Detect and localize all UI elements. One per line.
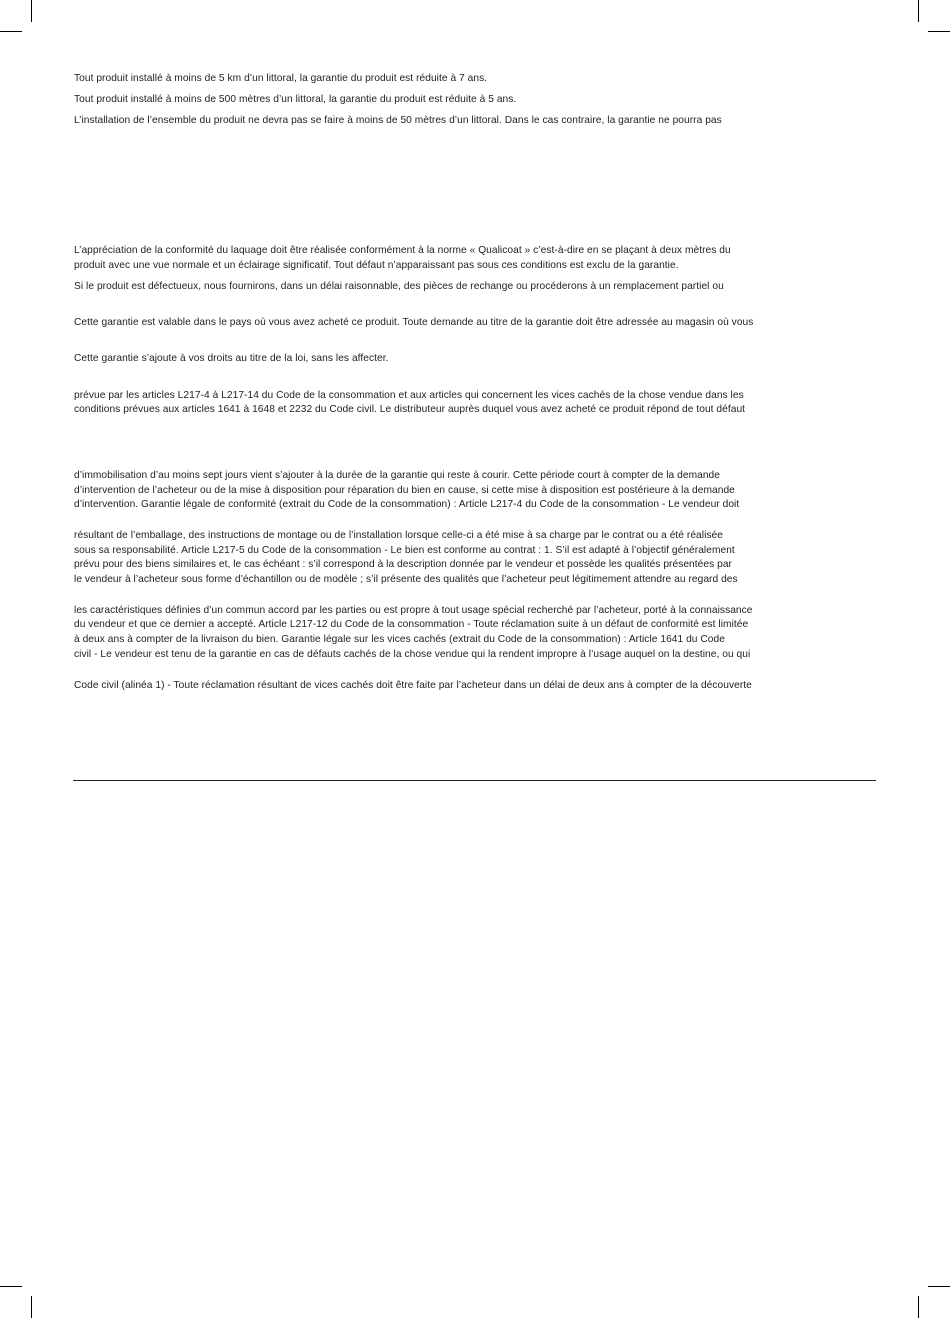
text-line: Tout produit installé à moins de 500 mètres d’un littoral, la garantie du produit est réduite à 5 ans.	[74, 94, 517, 105]
horizontal-rule	[73, 780, 876, 781]
crop-mark-top-right-horizontal	[928, 31, 950, 32]
text-line: Code civil (alinéa 1) - Toute réclamation résultant de vices cachés doit être faite par l’acheteur dans un délai de deux ans à compter de la découverte	[74, 680, 752, 691]
text-line: civil - Le vendeur est tenu de la garantie en cas de défauts cachés de la chose vendue qui la rendent impropre à l’usage auquel on la destine, ou qui	[74, 649, 751, 660]
text-line: L’installation de l’ensemble du produit ne devra pas se faire à moins de 50 mètres d’un littoral. Dans le cas contraire, la garantie ne pourra pas	[74, 115, 722, 126]
crop-mark-bottom-left-horizontal	[0, 1286, 22, 1287]
text-line: du vendeur et que ce dernier a accepté. Article L217-12 du Code de la consommation - Toute réclamation suite à un défaut de conformité est limitée	[74, 619, 749, 630]
text-line: le vendeur à l’acheteur sous forme d’échantillon ou de modèle ; s’il présente des qualités que l’acheteur peut légitimement attendre au regard des	[74, 574, 738, 585]
text-line: d’intervention. Garantie légale de conformité (extrait du Code de la consommation) : Article L217-4 du Code de la consommation - Le vendeur doit	[74, 499, 740, 510]
text-line: à deux ans à compter de la livraison du bien. Garantie légale sur les vices cachés (extrait du Code de la consommation) : Article 1641 du Code	[74, 634, 725, 645]
text-line: les caractéristiques définies d’un commun accord par les parties ou est propre à tout usage spécial recherché par l’acheteur, porté à la connaissance	[74, 605, 753, 616]
crop-mark-top-right-vertical	[918, 0, 919, 22]
crop-mark-bottom-right-horizontal	[928, 1286, 950, 1287]
text-line: sous sa responsabilité. Article L217-5 du Code de la consommation - Le bien est conforme au contrat : 1. S’il est adapté à l’objectif généralement	[74, 545, 735, 556]
crop-mark-bottom-left-vertical	[31, 1296, 32, 1318]
text-line: Cette garantie est valable dans le pays où vous avez acheté ce produit. Toute demande au titre de la garantie doit être adressée au magasin où vous	[74, 317, 754, 328]
text-line: produit avec une vue normale et un éclairage significatif. Tout défaut n’apparaissant pas sous ces conditions est exclu de la garantie.	[74, 260, 679, 271]
text-line: Tout produit installé à moins de 5 km d’un littoral, la garantie du produit est réduite à 7 ans.	[74, 73, 488, 84]
text-line: Cette garantie s’ajoute à vos droits au titre de la loi, sans les affecter.	[74, 353, 389, 364]
text-line: résultant de l’emballage, des instructions de montage ou de l’installation lorsque celle-ci a été mise à sa charge par le contrat ou a été réalisée	[74, 530, 723, 541]
crop-mark-top-left-horizontal	[0, 31, 22, 32]
text-line: d’immobilisation d’au moins sept jours vient s’ajouter à la durée de la garantie qui reste à courir. Cette période court à compter de la demande	[74, 470, 720, 481]
text-line: Si le produit est défectueux, nous fournirons, dans un délai raisonnable, des pièces de rechange ou procéderons à un remplacement partiel ou	[74, 281, 724, 292]
crop-mark-bottom-right-vertical	[918, 1296, 919, 1318]
text-line: prévu pour des biens similaires et, le cas échéant : s’il correspond à la description donnée par le vendeur et possède les qualités présentées par	[74, 559, 732, 570]
text-line: d’intervention de l’acheteur ou de la mise à disposition pour réparation du bien en cause, si cette mise à disposition est postérieure à la demande	[74, 485, 735, 496]
crop-mark-top-left-vertical	[31, 0, 32, 22]
text-line: conditions prévues aux articles 1641 à 1648 et 2232 du Code civil. Le distributeur auprès duquel vous avez acheté ce produit répond de tout défaut	[74, 404, 746, 415]
text-line: L’appréciation de la conformité du laquage doit être réalisée conformément à la norme « Qualicoat » c’est-à-dire en se plaçant à deux mètres du	[74, 245, 731, 256]
text-line: prévue par les articles L217-4 à L217-14 du Code de la consommation et aux articles qui concernent les vices cachés de la chose vendue dans les	[74, 390, 744, 401]
